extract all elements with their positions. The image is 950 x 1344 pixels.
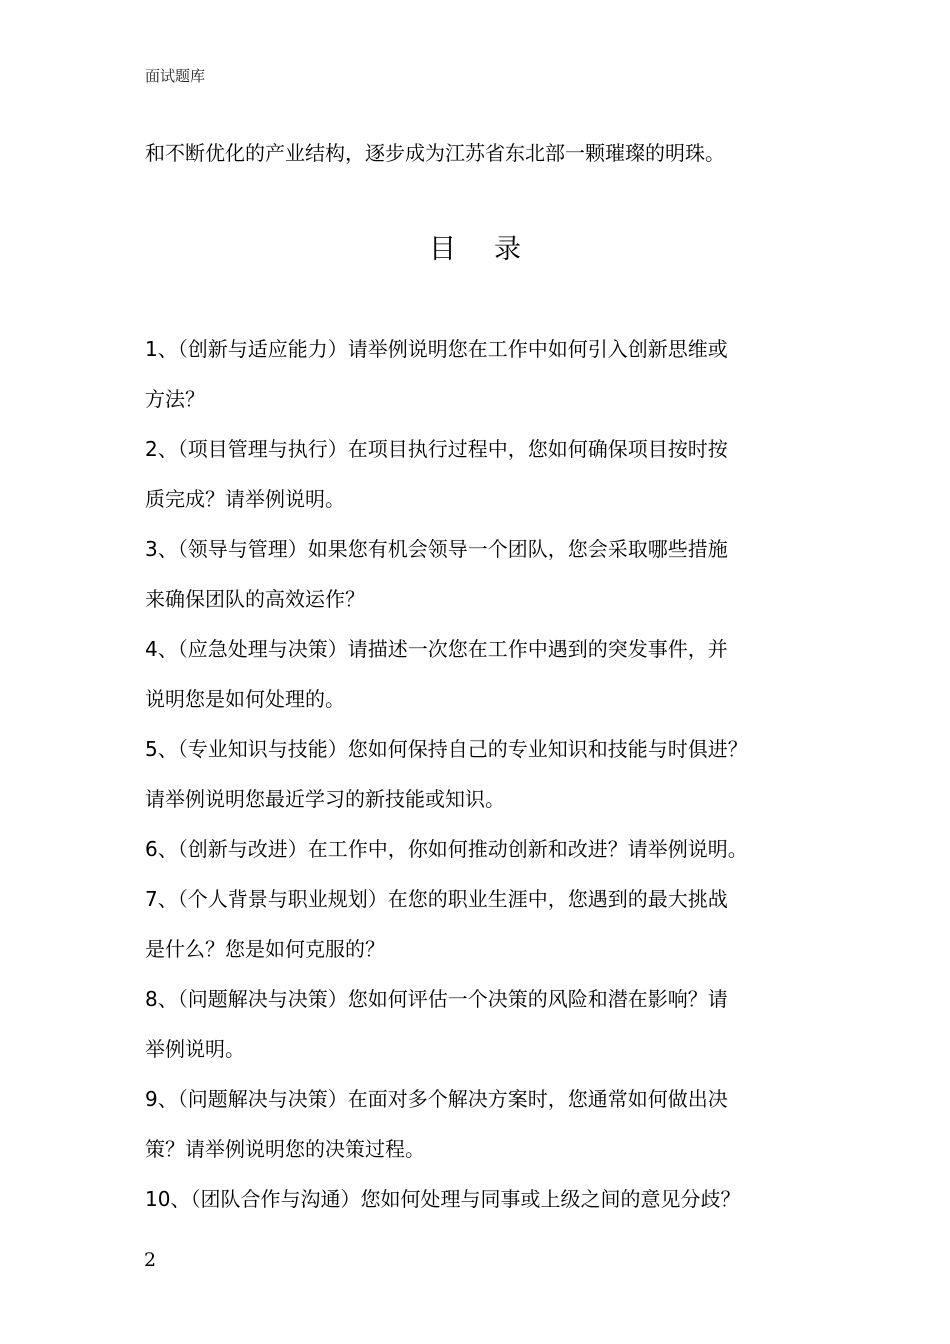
- toc-item-line: 举例说明。: [145, 1037, 245, 1061]
- toc-item: [145, 324, 835, 424]
- toc-title: 目录: [429, 234, 559, 265]
- toc-item-line: 6、（创新与改进）在工作中，你如何推动创新和改进？请举例说明。: [145, 837, 748, 861]
- toc-item: [145, 1074, 835, 1174]
- toc-item-line: 来确保团队的高效运作？: [145, 587, 365, 611]
- toc-item-line: 说明您是如何处理的。: [145, 687, 345, 711]
- toc-item-line: 是什么？您是如何克服的？: [145, 937, 385, 961]
- toc-item-line: 方法？: [145, 387, 205, 411]
- toc-list: [145, 324, 835, 1224]
- toc-item: [145, 824, 835, 874]
- toc-item-line: 10、（团队合作与沟通）您如何处理与同事或上级之间的意见分歧？: [145, 1187, 741, 1211]
- toc-item-line: 8、（问题解决与决策）您如何评估一个决策的风险和潜在影响？请: [145, 987, 728, 1011]
- toc-item: [145, 524, 835, 624]
- toc-item-line: 4、（应急处理与决策）请描述一次您在工作中遇到的突发事件，并: [145, 637, 728, 661]
- page-header: 面试题库: [145, 67, 206, 85]
- toc-item-line: 质完成？请举例说明。: [145, 487, 345, 511]
- toc-item-line: 3、（领导与管理）如果您有机会领导一个团队，您会采取哪些措施: [145, 537, 728, 561]
- toc-item-line: 请举例说明您最近学习的新技能或知识。: [145, 787, 505, 811]
- page-number: 2: [144, 1249, 157, 1271]
- toc-item: [145, 974, 835, 1074]
- toc-item: [145, 724, 835, 824]
- toc-item: [145, 624, 835, 724]
- toc-item-line: 策？请举例说明您的决策过程。: [145, 1137, 425, 1161]
- toc-item-line: 7、（个人背景与职业规划）在您的职业生涯中，您遇到的最大挑战: [145, 887, 728, 911]
- toc-item-line: 1、（创新与适应能力）请举例说明您在工作中如何引入创新思维或: [145, 337, 728, 361]
- toc-item-line: 9、（问题解决与决策）在面对多个解决方案时，您通常如何做出决: [145, 1087, 728, 1111]
- toc-item-line: 2、（项目管理与执行）在项目执行过程中，您如何确保项目按时按: [145, 437, 728, 461]
- toc-item: [145, 874, 835, 974]
- toc-item: [145, 424, 835, 524]
- intro-paragraph: 和不断优化的产业结构，逐步成为江苏省东北部一颗璀璨的明珠。: [145, 141, 725, 165]
- toc-item-line: 5、（专业知识与技能）您如何保持自己的专业知识和技能与时俱进？: [145, 737, 748, 761]
- toc-item: [145, 1174, 835, 1224]
